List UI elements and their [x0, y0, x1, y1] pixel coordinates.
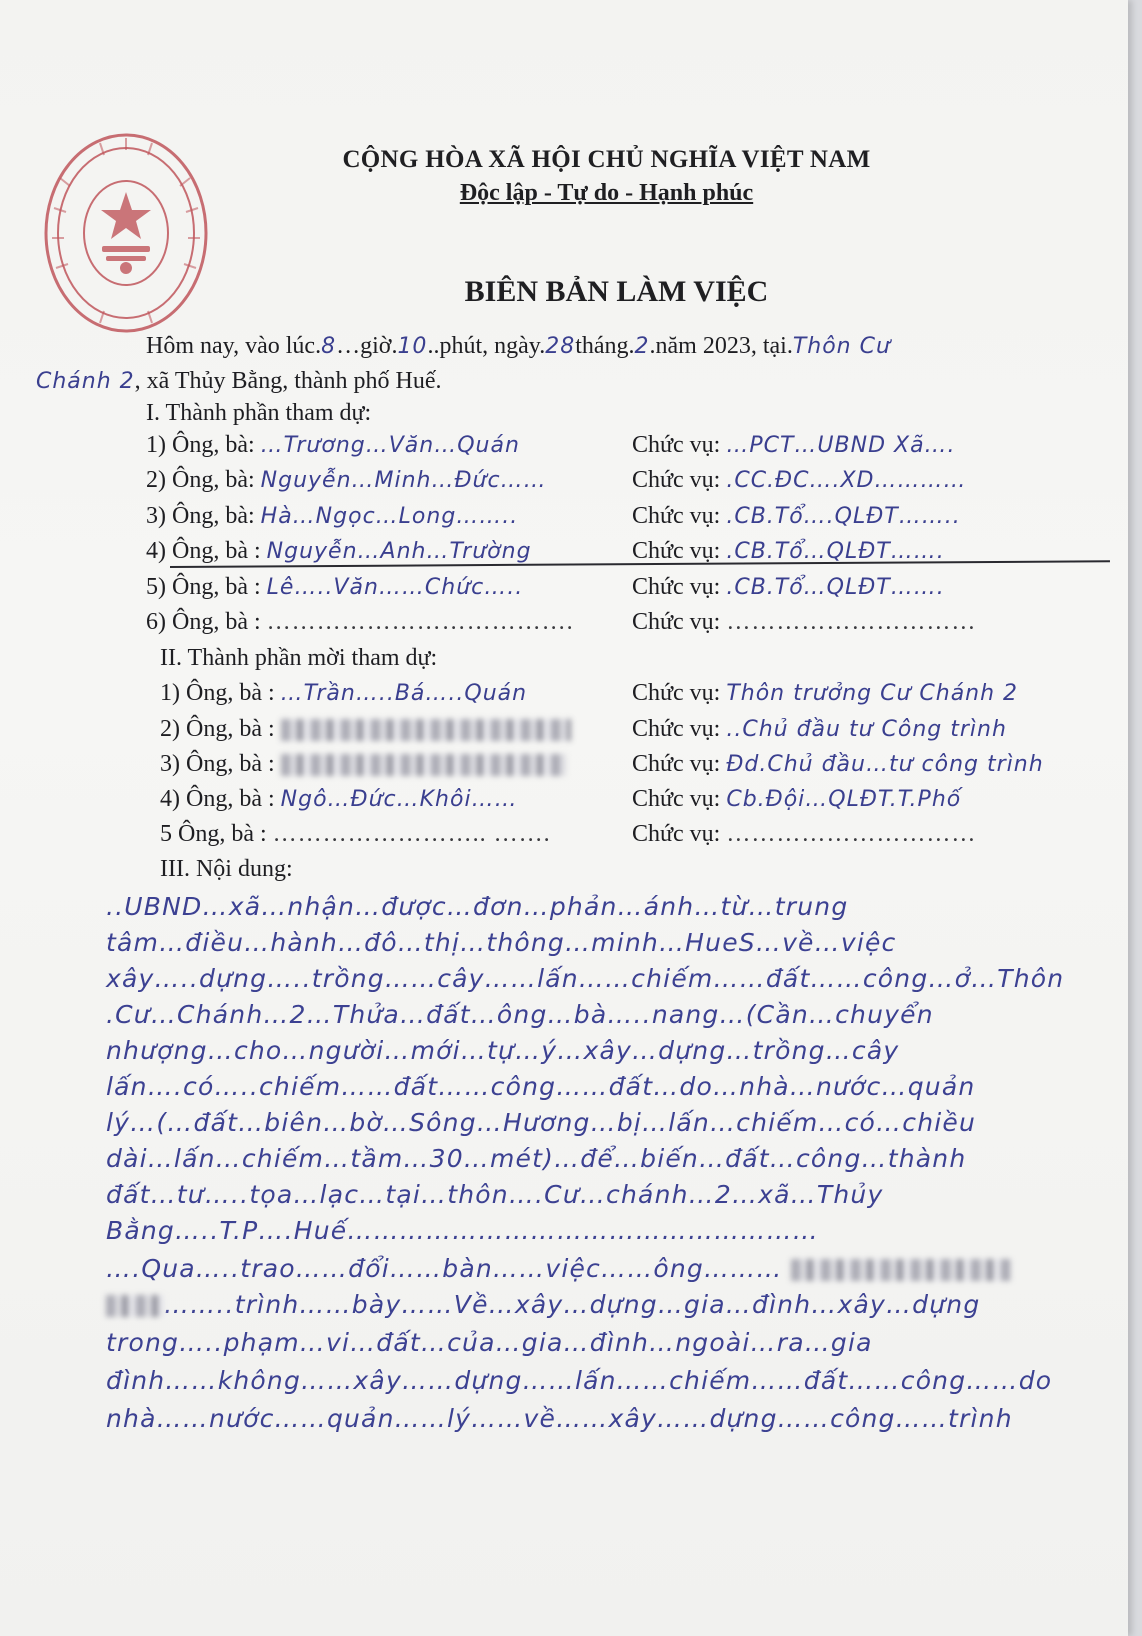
invitee-role-1: Chức vụ: Thôn trưởng Cư Chánh 2: [632, 680, 1019, 706]
content-line-14: đình……không……xây……dựng……lấn……chiếm……đất……công……do: [106, 1366, 1053, 1395]
national-motto: Độc lập - Tự do - Hạnh phúc: [459, 180, 754, 206]
invitee-role-4: Chức vụ: Cb.Đội…QLĐT.T.Phố: [632, 786, 962, 812]
content-line-4: .Cư…Chánh…2…Thửa…đất…ông…bà…..nang…(Cần…chuyển: [106, 1000, 934, 1029]
redacted-name: [106, 1295, 164, 1317]
participant-role-4: Chức vụ: .CB.Tổ…QLĐT…….: [632, 538, 945, 564]
participant-name: Lê…..Văn……Chức…..: [266, 575, 524, 600]
intro-line-1: Hôm nay, vào lúc.8…giờ.10..phút, ngày.28tháng.2.năm 2023, tại.Thôn Cư: [146, 333, 891, 359]
redacted-name: [791, 1259, 1011, 1281]
participant-row-1: 1) Ông, bà: …Trương…Văn…Quán: [146, 432, 520, 458]
content-line-5: nhượng…cho…người…mới…tự…ý…xây…dựng…trồng…cây: [106, 1036, 900, 1065]
intro-line-2: Chánh 2, xã Thủy Bằng, thành phố Huế.: [36, 368, 442, 394]
participant-role-5: Chức vụ: .CB.Tổ…QLĐT…….: [632, 574, 945, 600]
content-line-13: trong…..phạm…vi…đất…của…gia…đình…ngoài…ra…gia: [106, 1328, 873, 1357]
handwritten-month: 2: [634, 334, 650, 359]
content-line-12: ……..trình……bày……Về…xây…dựng…gia…đình…xây…dựng: [106, 1290, 1066, 1319]
participant-row-4: 4) Ông, bà : Nguyễn…Anh…Trường: [146, 538, 532, 564]
content-line-3: xây…..dựng…..trồng……cây……lấn……chiếm……đất……công…ở…Thôn: [106, 964, 1065, 993]
invitee-row-5: 5 Ông, bà : …………………….. …….: [160, 821, 551, 847]
handwritten-minute: 10: [397, 334, 428, 359]
participant-role-3: Chức vụ: .CB.Tổ….QLĐT……..: [632, 503, 961, 529]
participant-role-2: Chức vụ: .CC.ĐC….XD…………: [632, 467, 967, 493]
content-line-15: nhà……nước……quản……lý……về……xây……dựng……công……trình: [106, 1404, 1013, 1433]
invitee-name: Ngô…Đức…Khôi……: [280, 787, 518, 812]
content-line-2: tâm…điều…hành…đô…thị…thông…minh…HueS…về…việc: [106, 928, 897, 957]
section-2-heading: II. Thành phần mời tham dự:: [160, 645, 438, 671]
participant-name: Nguyễn…Anh…Trường: [266, 539, 532, 564]
content-line-7: lý…(…đất…biên…bờ…Sông…Hương…bị…lấn…chiếm…có…chiều: [106, 1108, 977, 1137]
invitee-row-2: 2) Ông, bà :: [160, 716, 571, 743]
content-line-8: dài…lấn…chiếm…tầm…30…mét)…để…biến…đất…công…thành: [106, 1144, 967, 1173]
section-3-heading: III. Nội dung:: [160, 856, 293, 882]
section-1-heading: I. Thành phần tham dự:: [146, 400, 372, 426]
participant-row-5: 5) Ông, bà : Lê…..Văn……Chức…..: [146, 574, 524, 600]
invitee-name: …Trần…..Bá…..Quán: [280, 681, 528, 706]
participant-row-6: 6) Ông, bà : ……………………………….: [146, 609, 574, 635]
participant-row-2: 2) Ông, bà: Nguyễn…Minh…Đức……: [146, 467, 547, 493]
content-line-9: đất…tư…..tọa…lạc…tại…thôn….Cư…chánh…2…xã…Thủy: [106, 1180, 884, 1209]
content-line-10: Bằng…..T.P….Huế………………………………………………: [106, 1216, 819, 1245]
participant-name: …Trương…Văn…Quán: [260, 433, 520, 458]
invitee-role-2: Chức vụ: ..Chủ đầu tư Công trình: [632, 716, 1007, 742]
handwritten-hour: 8: [321, 334, 337, 359]
document-title: BIÊN BẢN LÀM VIỆC: [464, 275, 769, 308]
handwritten-place: Thôn Cư: [792, 334, 891, 359]
content-line-1: ..UBND…xã…nhận…được…đơn…phản…ánh…từ…trung: [106, 892, 849, 921]
participant-role-1: Chức vụ: …PCT…UBND Xã….: [632, 432, 956, 458]
invitee-role-3: Chức vụ: Đd.Chủ đầu…tư công trình: [632, 751, 1044, 777]
invitee-role-5: Chức vụ: …………………………: [632, 821, 977, 847]
participant-row-3: 3) Ông, bà: Hà…Ngọc…Long……..: [146, 503, 519, 529]
participant-name: Hà…Ngọc…Long……..: [260, 504, 519, 529]
redacted-name: [281, 719, 571, 741]
participant-name: Nguyễn…Minh…Đức……: [260, 468, 547, 493]
content-line-11: ….Qua…..trao……đổi……bàn……việc……ông………: [106, 1254, 1066, 1283]
invitee-row-3: 3) Ông, bà :: [160, 751, 566, 778]
nation-heading: CỘNG HÒA XÃ HỘI CHỦ NGHĨA VIỆT NAM: [342, 146, 871, 173]
handwritten-day: 28: [545, 334, 576, 359]
invitee-row-1: 1) Ông, bà : …Trần…..Bá…..Quán: [160, 680, 528, 706]
invitee-row-4: 4) Ông, bà : Ngô…Đức…Khôi……: [160, 786, 518, 812]
handwritten-place-cont: Chánh 2: [36, 369, 135, 394]
redacted-name: [281, 754, 566, 776]
content-line-6: lấn….có…..chiếm……đất……công……đất…do…nhà…nước…quản: [106, 1072, 976, 1101]
participant-role-6: Chức vụ: …………………………: [632, 609, 977, 635]
